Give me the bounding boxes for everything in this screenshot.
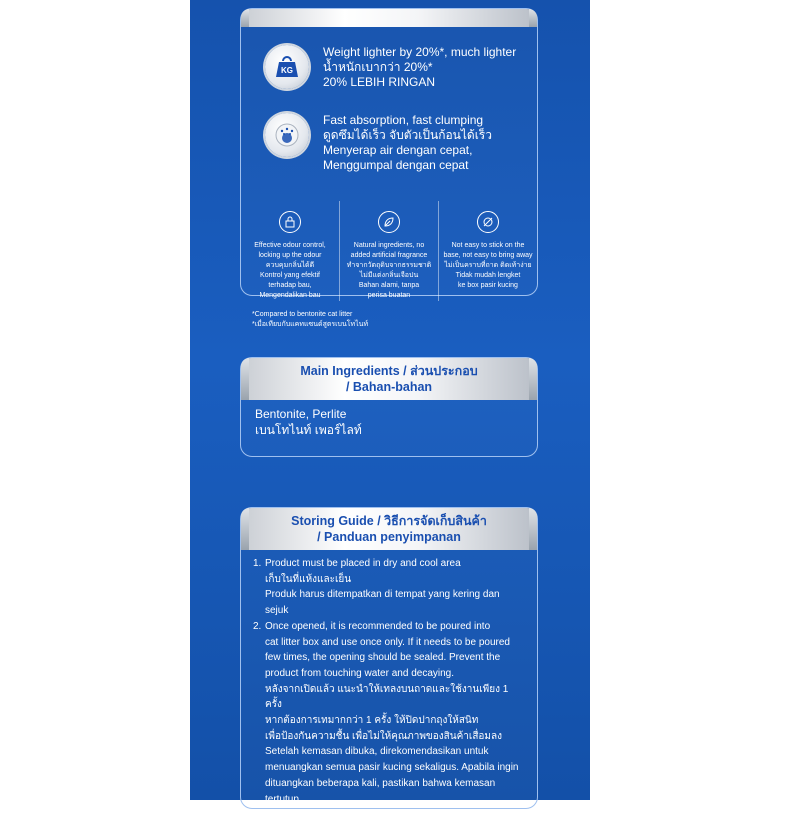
storing-guide-title — [241, 508, 537, 550]
odour-control-icon — [279, 211, 301, 233]
benefit-odour-control — [241, 201, 339, 301]
storing-title-line-1: Storing Guide / วิธีการจัดเก็บสินค้า — [291, 514, 487, 528]
benefit-nonstick-line: Tidak mudah lengket — [455, 272, 521, 279]
svg-text:KG: KG — [281, 66, 293, 75]
storing-item-number: 1. — [253, 558, 262, 569]
benefit-nonstick-line: ke box pasir kucing — [458, 282, 518, 289]
ingredients-title-line-2: / Bahan-bahan — [345, 380, 433, 394]
ingredients-title — [241, 358, 537, 400]
footnote-line-th: *เมื่อเทียบกับแคทแซนด์สูตรเบนโทไนท์ — [252, 321, 369, 328]
storing-item-line: menuangkan semua pasir kucing sekaligus. Apabila ingin — [265, 762, 519, 774]
storing-item-2 — [253, 619, 525, 823]
feature-absorption-line-3: Menyerap air dengan cepat, — [323, 143, 473, 157]
feature-weight-line-id: 20% LEBIH RINGAN — [323, 75, 436, 89]
absorption-icon — [265, 113, 309, 157]
footnote — [252, 310, 368, 330]
feature-absorption-line-4: Menggumpal dengan cepat — [323, 158, 469, 172]
storing-instructions — [253, 556, 525, 823]
storing-item-line: Setelah kemasan dibuka, direkomendasikan untuk — [265, 746, 489, 758]
benefit-non-stick — [438, 201, 537, 301]
storing-item-line: few times, the opening should be sealed. Prevent the — [265, 652, 501, 664]
leaf-icon — [378, 211, 400, 233]
benefit-nonstick-line: base, not easy to bring away — [443, 252, 533, 259]
feature-weight-line-en: Weight lighter by 20%*, much lighter — [323, 45, 517, 59]
non-stick-icon — [477, 211, 499, 233]
feature-absorption — [265, 113, 492, 173]
storing-item-line: เก็บในที่แห้งและเย็น — [265, 573, 352, 585]
benefit-odour-line: Kontrol yang efektif — [260, 272, 320, 279]
storing-item-line: dengan rapat untuk menghindari kerusakan produk — [265, 809, 492, 821]
feature-weight-line-th: น้ำหนักเบากว่า 20%* — [323, 60, 433, 74]
benefit-odour-line: locking up the odour — [258, 252, 322, 259]
benefit-natural — [339, 201, 438, 301]
storing-item-line: Product must be placed in dry and cool area — [265, 558, 461, 569]
ingredients-list — [255, 406, 362, 438]
storing-item-line: เพื่อป้องกันความชื้น เพื่อไม่ให้คุณภาพของสินค้าเสื่อมลง — [265, 730, 503, 742]
storing-guide-box — [240, 507, 538, 821]
benefit-natural-line: Natural ingredients, no — [353, 242, 425, 249]
benefit-natural-line: perisa buatan — [367, 292, 411, 299]
storing-item-number: 2. — [253, 620, 262, 632]
storing-item-line: cat litter box and use once only. If it needs to be poured — [265, 636, 510, 648]
product-info-panel — [190, 0, 590, 821]
feature-absorption-line-2: ดูดซึมได้เร็ว จับตัวเป็นก้อนได้เร็ว — [323, 128, 492, 142]
benefit-natural-line: ทำจากวัตถุดิบจากธรรมชาติ — [346, 262, 432, 269]
storing-item-line: product from touching water and decaying. — [265, 667, 454, 679]
ingredients-line-th: เบนโทไนท์ เพอร์ไลท์ — [255, 423, 362, 437]
feature-absorption-line-1: Fast absorption, fast clumping — [323, 113, 484, 127]
storing-item-line: dituangkan beberapa kali, pastikan bahwa kemasan tertutup — [265, 777, 496, 805]
benefit-nonstick-line: Not easy to stick on the — [451, 242, 525, 249]
ingredients-line-en: Bentonite, Perlite — [255, 407, 347, 421]
benefit-odour-line: Effective odour control, — [254, 242, 326, 249]
ingredients-box — [240, 357, 538, 457]
storing-item-line: Produk harus ditempatkan di tempat yang kering dan sejuk — [265, 589, 500, 617]
feature-weight — [265, 45, 516, 90]
weight-kg-icon — [265, 45, 309, 89]
storing-item-line: หากต้องการเทมากกว่า 1 ครั้ง ให้ปิดปากถุงให้สนิท — [265, 715, 479, 727]
benefit-natural-line: Bahan alami, tanpa — [358, 282, 420, 289]
benefit-natural-line: added artificial fragrance — [350, 252, 428, 259]
storing-item-line: Once opened, it is recommended to be poured into — [265, 620, 491, 632]
storing-item-1 — [253, 556, 525, 619]
benefit-columns — [241, 201, 537, 301]
features-box-header-strip — [241, 9, 537, 27]
benefit-odour-line: ควบคุมกลิ่นได้ดี — [265, 262, 315, 269]
storing-title-line-2: / Panduan penyimpanan — [317, 530, 461, 544]
footnote-line-en: *Compared to bentonite cat litter — [252, 311, 353, 318]
benefit-odour-line: terhadap bau, — [268, 282, 312, 289]
benefit-nonstick-line: ไม่เป็นคราบที่ถาด ติดเท้าง่าย — [444, 262, 532, 269]
benefit-natural-line: ไม่มีแต่งกลิ่นเจือปน — [359, 272, 419, 279]
features-box — [240, 8, 538, 299]
benefit-odour-line: Mengendalikan bau — [259, 292, 321, 299]
ingredients-title-line-1: Main Ingredients / ส่วนประกอบ — [300, 364, 478, 378]
storing-item-line: หลังจากเปิดแล้ว แนะนำให้เทลงบนถาดและใช้งานเพียง 1 ครั้ง — [265, 683, 509, 711]
